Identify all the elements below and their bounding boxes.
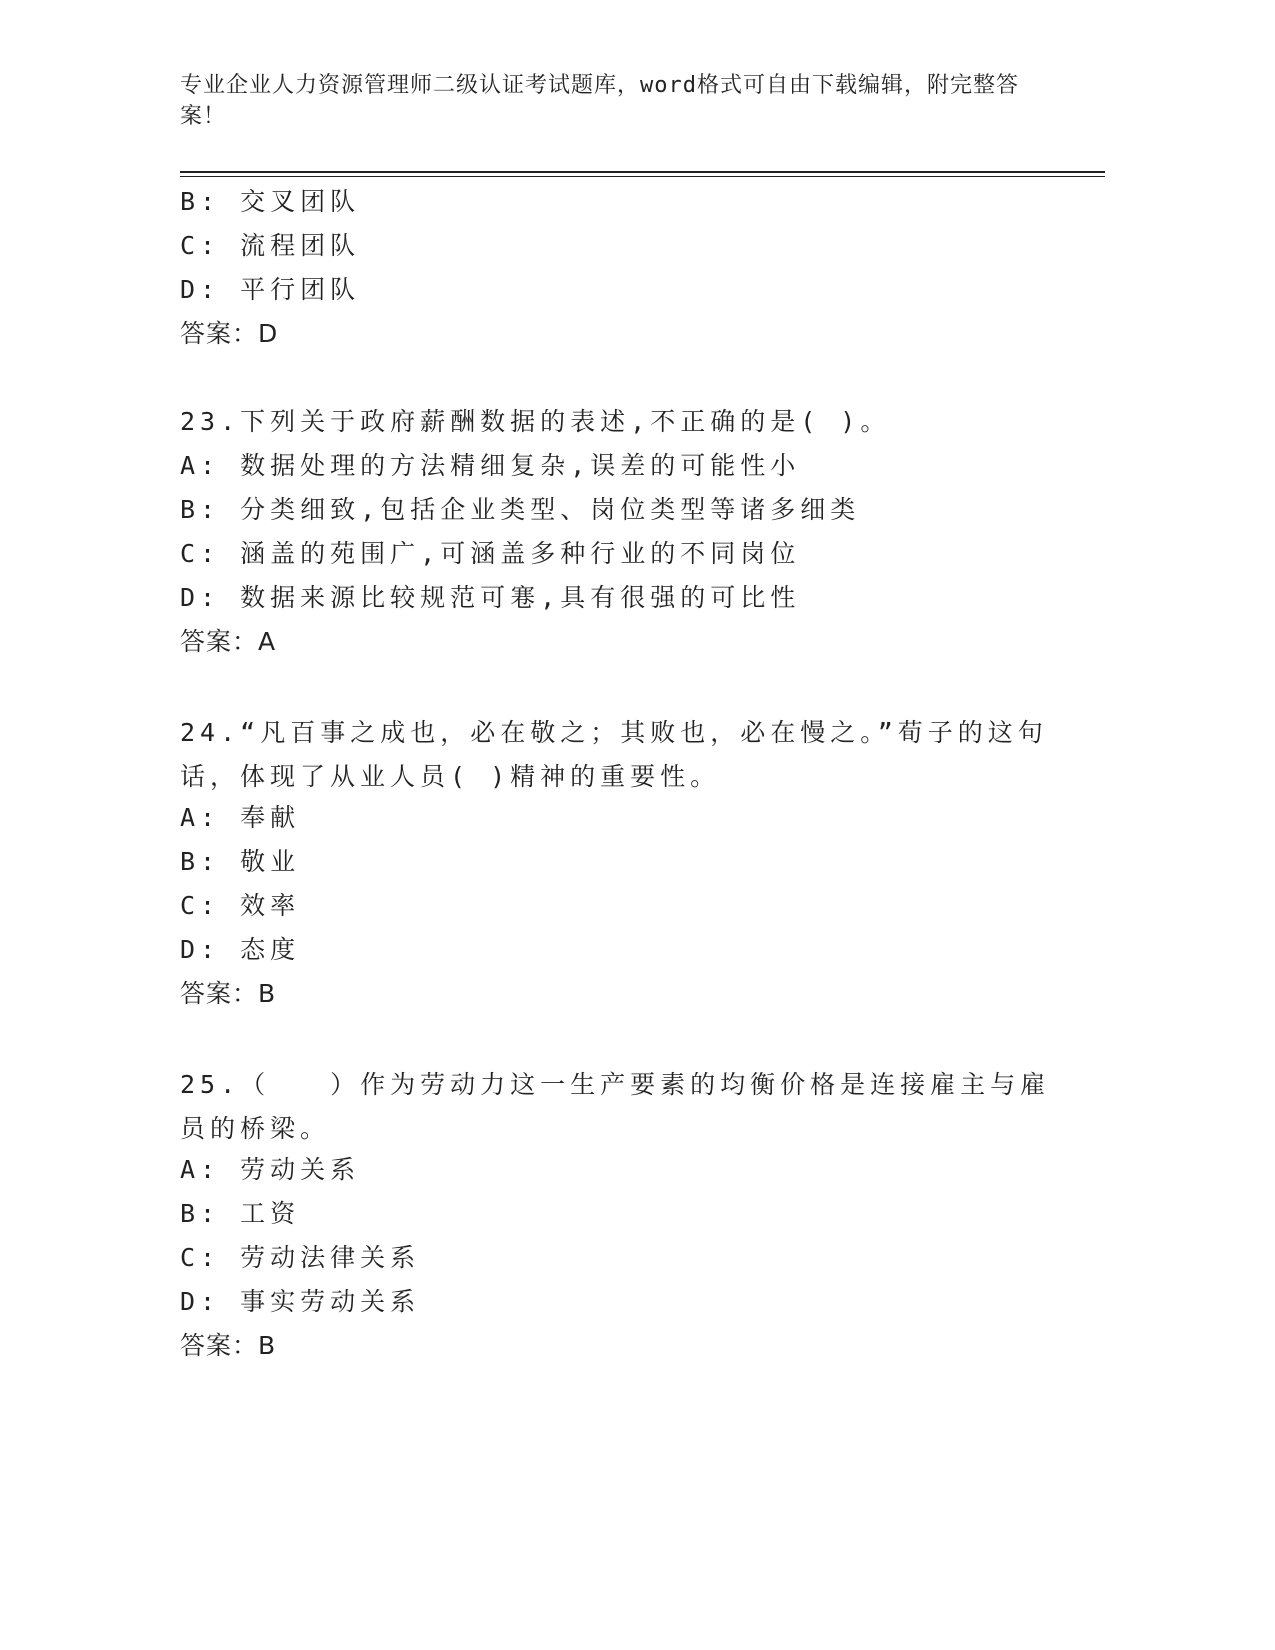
- option-d: D: 平行团队: [180, 275, 361, 304]
- option-b: B: 交叉团队: [180, 187, 361, 216]
- option-c: C: 涵盖的苑围广,可涵盖多种行业的不同岗位: [180, 539, 801, 568]
- header-rule-thick: [180, 171, 1105, 173]
- block-spacer: [180, 667, 1060, 711]
- block-spacer: [180, 359, 1060, 403]
- answer-line: 答案：B: [180, 1331, 277, 1360]
- option-d: D: 态度: [180, 935, 301, 964]
- question-list: [180, 183, 1060, 1371]
- question-text: 23.下列关于政府薪酬数据的表述,不正确的是( )。: [180, 407, 891, 436]
- question-block: [180, 711, 1060, 1019]
- option-c: C: 流程团队: [180, 231, 361, 260]
- question-text: 24.“凡百事之成也，必在敬之；其败也，必在慢之。”荀子的这句话，体现了从业人员( )精神的重要性。: [180, 718, 1048, 791]
- option-a: A: 奉献: [180, 803, 301, 832]
- answer-line: 答案：A: [180, 627, 277, 656]
- option-d: D: 数据来源比较规范可寋,具有很强的可比性: [180, 583, 801, 612]
- answer-line: 答案：D: [180, 319, 279, 348]
- question-block: [180, 183, 1060, 359]
- option-b: B: 敬业: [180, 847, 301, 876]
- document-header: 专业企业人力资源管理师二级认证考试题库，word格式可自由下载编辑，附完整答案！: [180, 73, 1019, 129]
- header-rule-thin: [180, 176, 1105, 177]
- question-block: [180, 1063, 1060, 1371]
- option-c: C: 效率: [180, 891, 301, 920]
- option-a: A: 劳动关系: [180, 1155, 361, 1184]
- answer-line: 答案：B: [180, 979, 277, 1008]
- option-b: B: 工资: [180, 1199, 301, 1228]
- block-spacer: [180, 1019, 1060, 1063]
- option-a: A: 数据处理的方法精细复杂,误差的可能性小: [180, 451, 801, 480]
- question-block: [180, 403, 1060, 667]
- option-b: B: 分类细致,包括企业类型、岗位类型等诸多细类: [180, 495, 861, 524]
- question-text: 25.（ ）作为劳动力这一生产要素的均衡价格是连接雇主与雇员的桥梁。: [180, 1070, 1051, 1143]
- option-d: D: 事实劳动关系: [180, 1287, 421, 1316]
- option-c: C: 劳动法律关系: [180, 1243, 421, 1272]
